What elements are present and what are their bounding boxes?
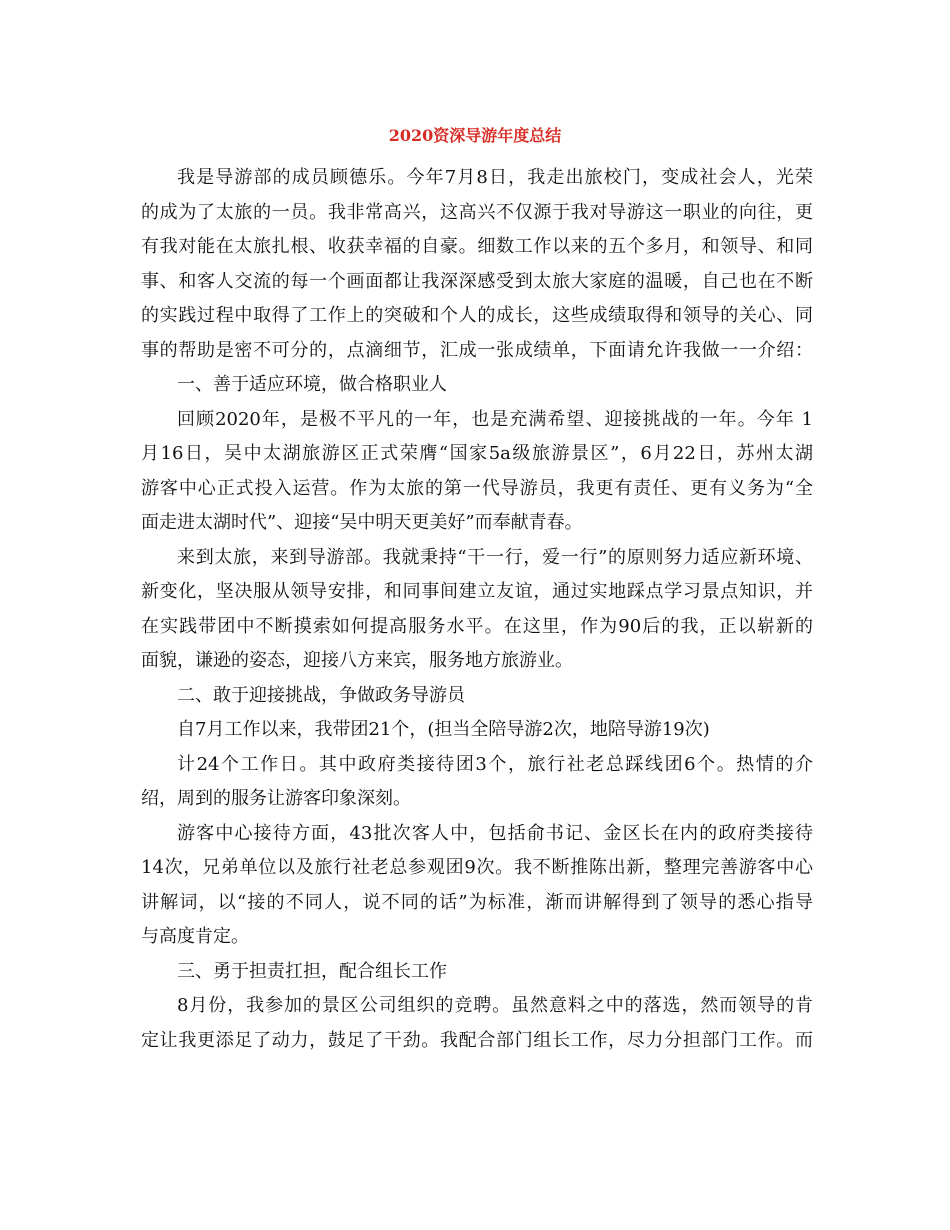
paragraph-line: 来到太旅，来到导游部。我就秉持“干一行，爱一行”的原则努力适应新环境、: [177, 546, 813, 568]
paragraph-line: 游客中心接待方面，43批次客人中，包括俞书记、金区长在内的政府类接待: [177, 822, 813, 844]
paragraph-line: 定让我更添足了动力，鼓足了干劲。我配合部门组长工作，尽力分担部门工作。而: [141, 1029, 813, 1051]
paragraph-line: 自7月工作以来，我带团21个，(担当全陪导游2次，地陪导游19次): [177, 719, 710, 740]
paragraph-line: 计24个工作日。其中政府类接待团3个，旅行社老总踩线团6个。热情的介: [177, 753, 813, 775]
paragraph-line: 新变化，坚决服从领导安排，和同事间建立友谊，通过实地踩点学习景点知识，并: [141, 581, 813, 602]
paragraph-line: 的实践过程中取得了工作上的突破和个人的成长，这些成绩取得和领导的关心、同: [141, 305, 813, 326]
paragraph-line: 14次，兄弟单位以及旅行社老总参观团9次。我不断推陈出新，整理完善游客中心: [141, 857, 813, 878]
paragraph-line: 事、和客人交流的每一个画面都让我深深感受到太旅大家庭的温暖，自己也在不断: [141, 270, 813, 292]
section-heading: 一、善于适应环境，做合格职业人: [177, 374, 447, 395]
document-title: 2020资深导游年度总结: [388, 126, 562, 145]
paragraph-line: 绍，周到的服务让游客印象深刻。: [141, 788, 411, 809]
paragraph-line: 事的帮助是密不可分的，点滴细节，汇成一张成绩单，下面请允许我做一一介绍：: [141, 339, 813, 361]
paragraph-line: 面貌，谦逊的姿态，迎接八方来宾，服务地方旅游业。: [141, 650, 573, 671]
paragraph-line: 回顾2020年，是极不平凡的一年，也是充满希望、迎接挑战的一年。今年 1: [177, 408, 813, 430]
document-body: [141, 161, 813, 1058]
section-heading: 三、勇于担责扛担，配合组长工作: [177, 960, 447, 982]
paragraph-line: 讲解词，以“接的不同人，说不同的话”为标准，渐而讲解得到了领导的悉心指导: [141, 891, 813, 913]
paragraph-line: 有我对能在太旅扎根、收获幸福的自豪。细数工作以来的五个多月，和领导、和同: [141, 236, 813, 257]
section-heading: 二、敢于迎接挑战，争做政务导游员: [177, 684, 465, 706]
paragraph-line: 月16日，吴中太湖旅游区正式荣膺“国家5a级旅游景区”，6月22日，苏州太湖: [141, 443, 813, 464]
paragraph-line: 游客中心正式投入运营。作为太旅的第一代导游员，我更有责任、更有义务为“全: [141, 477, 813, 499]
paragraph-line: 在实践带团中不断摸索如何提高服务水平。在这里，作为90后的我，正以崭新的: [141, 615, 813, 637]
paragraph-line: 8月份，我参加的景区公司组织的竞聘。虽然意料之中的落选，然而领导的肯: [177, 995, 813, 1016]
paragraph-line: 面走进太湖时代”、迎接“吴中明天更美好”而奉献青春。: [141, 512, 583, 533]
paragraph-line: 与高度肯定。: [141, 926, 249, 947]
paragraph-line: 的成为了太旅的一员。我非常高兴，这高兴不仅源于我对导游这一职业的向往，更: [141, 201, 813, 223]
paragraph-line: 我是导游部的成员顾德乐。今年7月8日，我走出旅校门，变成社会人，光荣: [177, 167, 813, 188]
